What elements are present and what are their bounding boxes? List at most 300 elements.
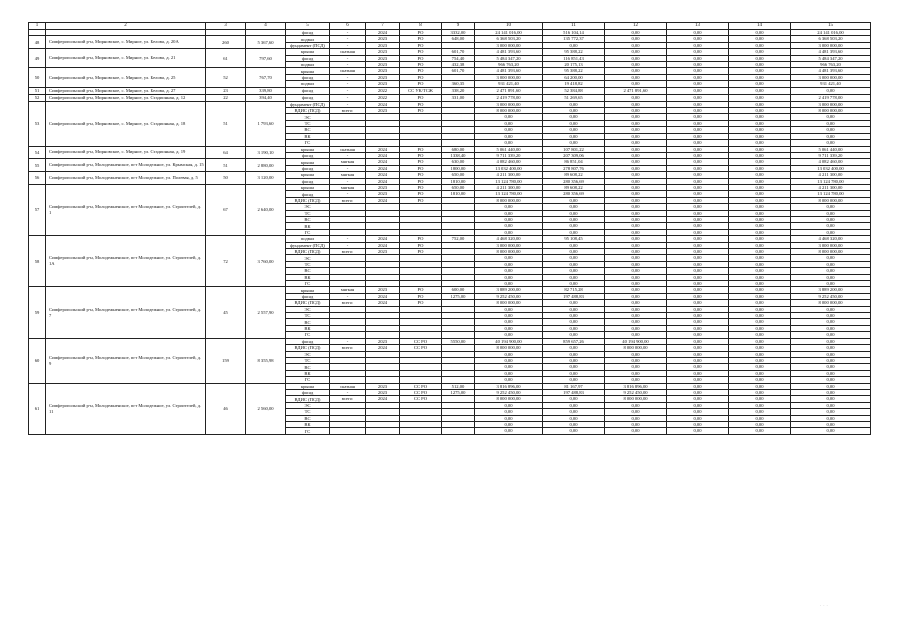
work-cell: 0,00 (605, 62, 667, 68)
work-cell: 0,00 (791, 364, 871, 370)
work-cell: 3 000 000,00 (791, 74, 871, 80)
work-cell (330, 428, 366, 434)
work-cell: 859 657,26 (543, 338, 605, 344)
house-address: Симферопольский р-н, Молодежненское, пгт Молодежное, ул. Строителей, д. 9 (46, 338, 206, 383)
work-cell (366, 428, 400, 434)
work-cell: 0,00 (543, 223, 605, 229)
work-cell: 0,00 (667, 409, 729, 415)
work-cell: 0,00 (605, 184, 667, 190)
work-cell: ВДИС (ПСД) (286, 396, 330, 402)
table-row (29, 87, 871, 94)
house-address: Симферопольский р-н, Мирновское, с. Мирное, ул. Белова, д. 25 (46, 68, 206, 87)
house-number: 54 (29, 146, 46, 159)
work-cell: фундамент (ПСД) (286, 101, 330, 107)
work-cell: 0,00 (475, 409, 543, 415)
work-cell: 2 419 778,00 (791, 94, 871, 101)
work-cell: РО (400, 300, 442, 306)
work-cell: 0,00 (667, 364, 729, 370)
work-cell: 0,00 (667, 172, 729, 178)
work-cell: 0,00 (729, 306, 791, 312)
work-cell: РО (400, 197, 442, 203)
work-cell: 0,00 (543, 133, 605, 139)
work-cell: 0,00 (605, 236, 667, 242)
work-cell: ВК (286, 274, 330, 280)
work-cell: 0,00 (729, 74, 791, 80)
work-cell: 0,00 (729, 133, 791, 139)
work-cell: 0,00 (729, 332, 791, 338)
work-cell: 0,00 (543, 357, 605, 363)
work-cell: 0,00 (791, 357, 871, 363)
work-cell: 0,00 (667, 140, 729, 146)
house-value: 339,80 (246, 87, 286, 94)
work-cell: РО (400, 42, 442, 48)
work-cell: 0,00 (667, 345, 729, 351)
work-cell: 2024 (366, 300, 400, 306)
work-cell: 3332,00 (442, 30, 475, 36)
work-cell: 0,00 (667, 389, 729, 395)
work-cell: 0,00 (543, 108, 605, 114)
work-cell: 0,00 (791, 133, 871, 139)
work-cell: 4 211 300,00 (475, 184, 543, 190)
work-cell: 2 419 778,00 (475, 94, 543, 101)
work-cell: РО (400, 287, 442, 293)
work-cell: всего: (330, 249, 366, 255)
work-cell: фундамент (ПСД) (286, 42, 330, 48)
work-cell: 0,00 (667, 55, 729, 61)
work-cell: 2024 (366, 101, 400, 107)
work-cell: 0,00 (791, 255, 871, 261)
work-cell: 1338,40 (442, 152, 475, 158)
work-cell: крыша (286, 287, 330, 293)
work-cell: 0,00 (605, 178, 667, 184)
work-cell: 0,00 (605, 120, 667, 126)
work-cell: 0,00 (729, 140, 791, 146)
work-cell: ГС (286, 377, 330, 383)
work-cell: 3 889 200,00 (791, 287, 871, 293)
work-cell: ЭС (286, 351, 330, 357)
work-cell: 0,00 (791, 409, 871, 415)
work-cell: фасад (286, 165, 330, 171)
work-cell: 0,00 (475, 210, 543, 216)
house-value: 394,40 (246, 94, 286, 101)
work-cell: 600,00 (442, 287, 475, 293)
work-cell: 2023 (366, 383, 400, 389)
work-cell: 0,00 (667, 87, 729, 94)
work-cell: 0,00 (605, 127, 667, 133)
work-cell: 0,00 (543, 204, 605, 210)
work-cell: 0,00 (543, 268, 605, 274)
work-cell: ТС (286, 261, 330, 267)
work-cell: 0,00 (543, 332, 605, 338)
house-area: 46 (206, 383, 246, 434)
house-value: 3 120,00 (246, 172, 286, 185)
work-cell: 0,00 (667, 396, 729, 402)
work-cell: 0,00 (729, 287, 791, 293)
work-cell: 0,00 (543, 261, 605, 267)
work-cell: крыша (286, 159, 330, 165)
work-cell: ВС (286, 415, 330, 421)
work-cell: 0,00 (543, 428, 605, 434)
work-cell (400, 428, 442, 434)
work-cell: 0,00 (605, 229, 667, 235)
work-cell: 0,00 (791, 415, 871, 421)
work-cell: ВДИС (ПСД) (286, 249, 330, 255)
work-cell: 8 000 000,00 (791, 108, 871, 114)
work-cell: 0,00 (543, 421, 605, 427)
work-cell: 280 356,69 (543, 178, 605, 184)
work-cell: 207 309,06 (543, 152, 605, 158)
house-value: 2 880,00 (246, 159, 286, 172)
work-cell: - (330, 293, 366, 299)
work-cell: СС РО (400, 396, 442, 402)
work-cell: - (330, 30, 366, 36)
work-cell: 64 200,00 (543, 74, 605, 80)
work-cell: 0,00 (729, 293, 791, 299)
house-address: Симферопольский р-н, Мирновское, с. Мирное, ул. Стадионная, д. 12 (46, 94, 206, 101)
work-cell: 0,00 (543, 42, 605, 48)
work-cell: 0,00 (543, 345, 605, 351)
work-cell: 0,00 (605, 172, 667, 178)
work-cell: 0,00 (729, 242, 791, 248)
work-cell: крыша (286, 68, 330, 74)
work-cell: 0,00 (729, 249, 791, 255)
work-cell: 0,00 (729, 229, 791, 235)
work-cell: 1810,00 (442, 178, 475, 184)
work-cell: 0,00 (543, 325, 605, 331)
work-cell: 0,00 (543, 210, 605, 216)
work-cell: 0,00 (605, 261, 667, 267)
work-cell: 0,00 (729, 345, 791, 351)
work-cell: всего: (330, 197, 366, 203)
work-cell: 0,00 (475, 216, 543, 222)
work-cell: 0,00 (605, 55, 667, 61)
work-cell: 0,00 (729, 159, 791, 165)
work-cell: 0,00 (729, 313, 791, 319)
work-cell: 0,00 (667, 229, 729, 235)
work-cell: 0,00 (605, 306, 667, 312)
work-cell: фасад (286, 87, 330, 94)
work-cell: подвал (286, 81, 330, 87)
work-cell: 0,00 (667, 152, 729, 158)
work-cell: 0,00 (605, 210, 667, 216)
work-cell: 13 032 400,00 (475, 165, 543, 171)
work-cell: 95 108,45 (543, 236, 605, 242)
house-area: 51 (206, 159, 246, 172)
work-cell: 5 484 347,20 (475, 55, 543, 61)
work-cell: 0,00 (791, 370, 871, 376)
work-cell: 86 851,04 (543, 159, 605, 165)
work-cell: 8 000 000,00 (475, 300, 543, 306)
work-cell: 0,00 (475, 120, 543, 126)
work-cell: РО (400, 146, 442, 152)
work-cell: 0,00 (729, 68, 791, 74)
work-cell: 0,00 (605, 255, 667, 261)
work-cell: 0,00 (605, 146, 667, 152)
work-cell: 0,00 (667, 306, 729, 312)
work-cell: 3 000 000,00 (791, 42, 871, 48)
work-cell: 0,00 (543, 114, 605, 120)
work-cell: 0,00 (475, 261, 543, 267)
work-cell: 2023 (366, 49, 400, 55)
work-cell: 0,00 (667, 74, 729, 80)
work-cell: 2023 (366, 62, 400, 68)
work-cell: 95 388,22 (543, 49, 605, 55)
work-cell: 0,00 (475, 364, 543, 370)
work-cell: 0,00 (729, 178, 791, 184)
work-cell: - (330, 165, 366, 171)
work-cell: - (330, 191, 366, 197)
work-cell: 0,00 (667, 159, 729, 165)
work-cell: 135 772,37 (543, 36, 605, 42)
house-area: 23 (206, 87, 246, 94)
work-cell: 51 269,65 (543, 94, 605, 101)
work-cell: 2 471 891,60 (605, 87, 667, 94)
work-cell: ЭС (286, 255, 330, 261)
work-cell: 0,00 (729, 325, 791, 331)
work-cell: 0,00 (475, 274, 543, 280)
work-cell: СС РО (400, 338, 442, 344)
work-cell: 0,00 (667, 178, 729, 184)
work-cell: 2023 (366, 108, 400, 114)
column-number: 9 (442, 23, 475, 30)
work-cell: 2023 (366, 184, 400, 190)
column-number: 4 (246, 23, 286, 30)
work-cell: 0,00 (667, 313, 729, 319)
work-cell: 0,00 (729, 101, 791, 107)
work-cell: ЭС (286, 402, 330, 408)
work-cell: 2024 (366, 146, 400, 152)
document-sheet (28, 22, 870, 435)
work-cell: 0,00 (667, 332, 729, 338)
work-cell: 0,00 (605, 332, 667, 338)
work-cell: 0,00 (729, 370, 791, 376)
work-cell: 931 421,40 (475, 81, 543, 87)
work-cell: РО (400, 293, 442, 299)
work-cell: 0,00 (667, 293, 729, 299)
work-cell: 0,00 (475, 415, 543, 421)
work-cell: РО (400, 191, 442, 197)
work-cell: ЭС (286, 204, 330, 210)
work-cell: РО (400, 165, 442, 171)
work-cell: 0,00 (605, 108, 667, 114)
work-cell: 0,00 (543, 281, 605, 287)
work-cell: фасад (286, 338, 330, 344)
work-cell: 0,00 (791, 383, 871, 389)
work-cell: 648,00 (442, 36, 475, 42)
house-area: 64 (206, 146, 246, 159)
work-cell: 0,00 (605, 68, 667, 74)
capital-repair-table (28, 22, 871, 435)
work-cell: 4 481 393,60 (475, 49, 543, 55)
work-cell: 9 711 339,20 (475, 152, 543, 158)
work-cell: подвал (286, 236, 330, 242)
work-cell: 0,00 (605, 409, 667, 415)
house-number: 51 (29, 87, 46, 94)
work-cell: 9 252 450,00 (475, 389, 543, 395)
work-cell: 3 000 000,00 (475, 242, 543, 248)
work-cell: 1275,00 (442, 389, 475, 395)
work-cell: 0,00 (667, 81, 729, 87)
work-cell: крыша (286, 184, 330, 190)
house-address: Симферопольский р-н, Молодежненское, пгт Молодежное, ул. Крымская, д. 15 (46, 159, 206, 172)
work-cell: 0,00 (729, 62, 791, 68)
work-cell: 5 061 440,00 (475, 146, 543, 152)
work-cell: всего: (330, 300, 366, 306)
work-cell: 6 368 503,20 (475, 36, 543, 42)
work-cell: 0,00 (667, 210, 729, 216)
house-address: Симферопольский р-н, Молодежненское, пгт Молодежное, ул. Строителей, д. 1А (46, 236, 206, 287)
work-cell: 0,00 (605, 274, 667, 280)
header-row (29, 23, 871, 30)
work-cell: 2023 (366, 68, 400, 74)
work-cell (442, 428, 475, 434)
house-address: Симферопольский р-н, Мирновское, с. Мирное, ул. Стадионная, д. 19 (46, 146, 206, 159)
work-cell: 2023 (366, 81, 400, 87)
work-cell: 1800,00 (442, 165, 475, 171)
house-area: 72 (206, 236, 246, 287)
work-cell: 197 488,83 (543, 389, 605, 395)
work-cell: 0,00 (791, 274, 871, 280)
work-cell: 2024 (366, 345, 400, 351)
work-cell: ТС (286, 409, 330, 415)
work-cell: 0,00 (605, 30, 667, 36)
work-cell: мягкая (330, 172, 366, 178)
work-cell: 966 763,20 (475, 62, 543, 68)
work-cell: 0,00 (475, 377, 543, 383)
work-cell: 0,00 (729, 300, 791, 306)
work-cell: 0,00 (729, 210, 791, 216)
work-cell: 19 418,82 (543, 81, 605, 87)
work-cell: 81 167,97 (543, 383, 605, 389)
work-cell: фасад (286, 74, 330, 80)
work-cell: 0,00 (667, 42, 729, 48)
work-cell: 0,00 (475, 114, 543, 120)
work-cell: 0,00 (667, 49, 729, 55)
work-cell: 0,00 (667, 191, 729, 197)
work-cell: РО (400, 36, 442, 42)
work-cell: 0,00 (605, 114, 667, 120)
work-cell: 0,00 (667, 120, 729, 126)
work-cell: - (330, 101, 366, 107)
work-cell: 8 000 000,00 (475, 249, 543, 255)
work-cell: ГС (286, 229, 330, 235)
work-cell: 0,00 (543, 249, 605, 255)
work-cell: 1810,00 (442, 191, 475, 197)
work-cell: 0,00 (605, 351, 667, 357)
work-cell: 4 481 393,60 (791, 49, 871, 55)
work-cell: 107 801,22 (543, 146, 605, 152)
house-value: 797,60 (246, 49, 286, 68)
work-cell: РО (400, 74, 442, 80)
house-number: 58 (29, 236, 46, 287)
work-cell: 0,00 (543, 409, 605, 415)
work-cell: фасад (286, 94, 330, 101)
work-cell: - (330, 55, 366, 61)
work-cell: 0,00 (605, 152, 667, 158)
work-cell: 13 124 780,00 (791, 191, 871, 197)
work-cell: ВК (286, 223, 330, 229)
column-number: 13 (667, 23, 729, 30)
work-cell: 0,00 (605, 293, 667, 299)
work-cell: 0,00 (729, 402, 791, 408)
work-cell: 4 211 300,00 (791, 184, 871, 190)
work-cell: 0,00 (729, 396, 791, 402)
work-cell: 0,00 (543, 364, 605, 370)
house-number: 48 (29, 36, 46, 49)
work-cell: 4 211 300,00 (475, 172, 543, 178)
work-cell: 2023 (366, 42, 400, 48)
work-cell: 0,00 (605, 313, 667, 319)
work-cell: скатная (330, 68, 366, 74)
work-cell: 0,00 (475, 332, 543, 338)
work-cell: 0,00 (791, 313, 871, 319)
work-cell: РО (400, 62, 442, 68)
column-number: 1 (29, 23, 46, 30)
work-cell: 0,00 (729, 49, 791, 55)
work-cell: РО (400, 236, 442, 242)
work-cell: 0,00 (729, 351, 791, 357)
work-cell: 2024 (366, 197, 400, 203)
work-cell: 2023 (366, 249, 400, 255)
work-cell: 0,00 (729, 108, 791, 114)
work-cell: 0,00 (791, 261, 871, 267)
work-cell: 0,00 (791, 216, 871, 222)
work-cell: 0,00 (729, 236, 791, 242)
house-area: 52 (206, 68, 246, 87)
work-cell: 0,00 (667, 325, 729, 331)
work-cell: - (330, 87, 366, 94)
work-cell: скатная (330, 146, 366, 152)
work-cell: 0,00 (605, 101, 667, 107)
house-value: 2 640,00 (246, 184, 286, 235)
work-cell: - (330, 389, 366, 395)
work-cell: 0,00 (729, 223, 791, 229)
work-cell: 95 388,22 (543, 68, 605, 74)
work-cell: 2022 (366, 94, 400, 101)
house-address: Симферопольский р-н, Молодежненское, пгт Молодежное, ул. Полевая, д. 5 (46, 172, 206, 185)
work-cell: 8 000 000,00 (791, 300, 871, 306)
work-cell: 0,00 (667, 223, 729, 229)
work-cell: 0,00 (605, 242, 667, 248)
work-cell: 0,00 (791, 396, 871, 402)
work-cell: РО (400, 242, 442, 248)
work-cell: 0,00 (543, 370, 605, 376)
work-cell: 0,00 (605, 287, 667, 293)
work-cell: 0,00 (729, 87, 791, 94)
work-cell: 0,00 (605, 268, 667, 274)
work-cell: 3 816 896,00 (605, 383, 667, 389)
work-cell: 0,00 (729, 281, 791, 287)
work-cell: 0,00 (605, 249, 667, 255)
work-cell: СС РО (400, 389, 442, 395)
work-cell: 0,00 (729, 146, 791, 152)
column-number: 15 (791, 23, 871, 30)
work-cell: 0,00 (791, 87, 871, 94)
work-cell: 40 194 900,00 (605, 338, 667, 344)
work-cell: 0,00 (667, 421, 729, 427)
work-cell: 0,00 (543, 101, 605, 107)
work-cell: 6 368 503,20 (791, 36, 871, 42)
work-cell: ВС (286, 216, 330, 222)
work-cell: 0,00 (667, 62, 729, 68)
work-cell: ВДИС (ПСД) (286, 345, 330, 351)
house-address: Симферопольский р-н, Мирновское, с. Мирное, ул. Белова, д. 21 (46, 49, 206, 68)
work-cell: фасад (286, 191, 330, 197)
work-cell: 8 000 000,00 (475, 197, 543, 203)
work-cell: 0,00 (605, 377, 667, 383)
work-cell: 0,00 (729, 165, 791, 171)
work-cell: 0,00 (729, 255, 791, 261)
